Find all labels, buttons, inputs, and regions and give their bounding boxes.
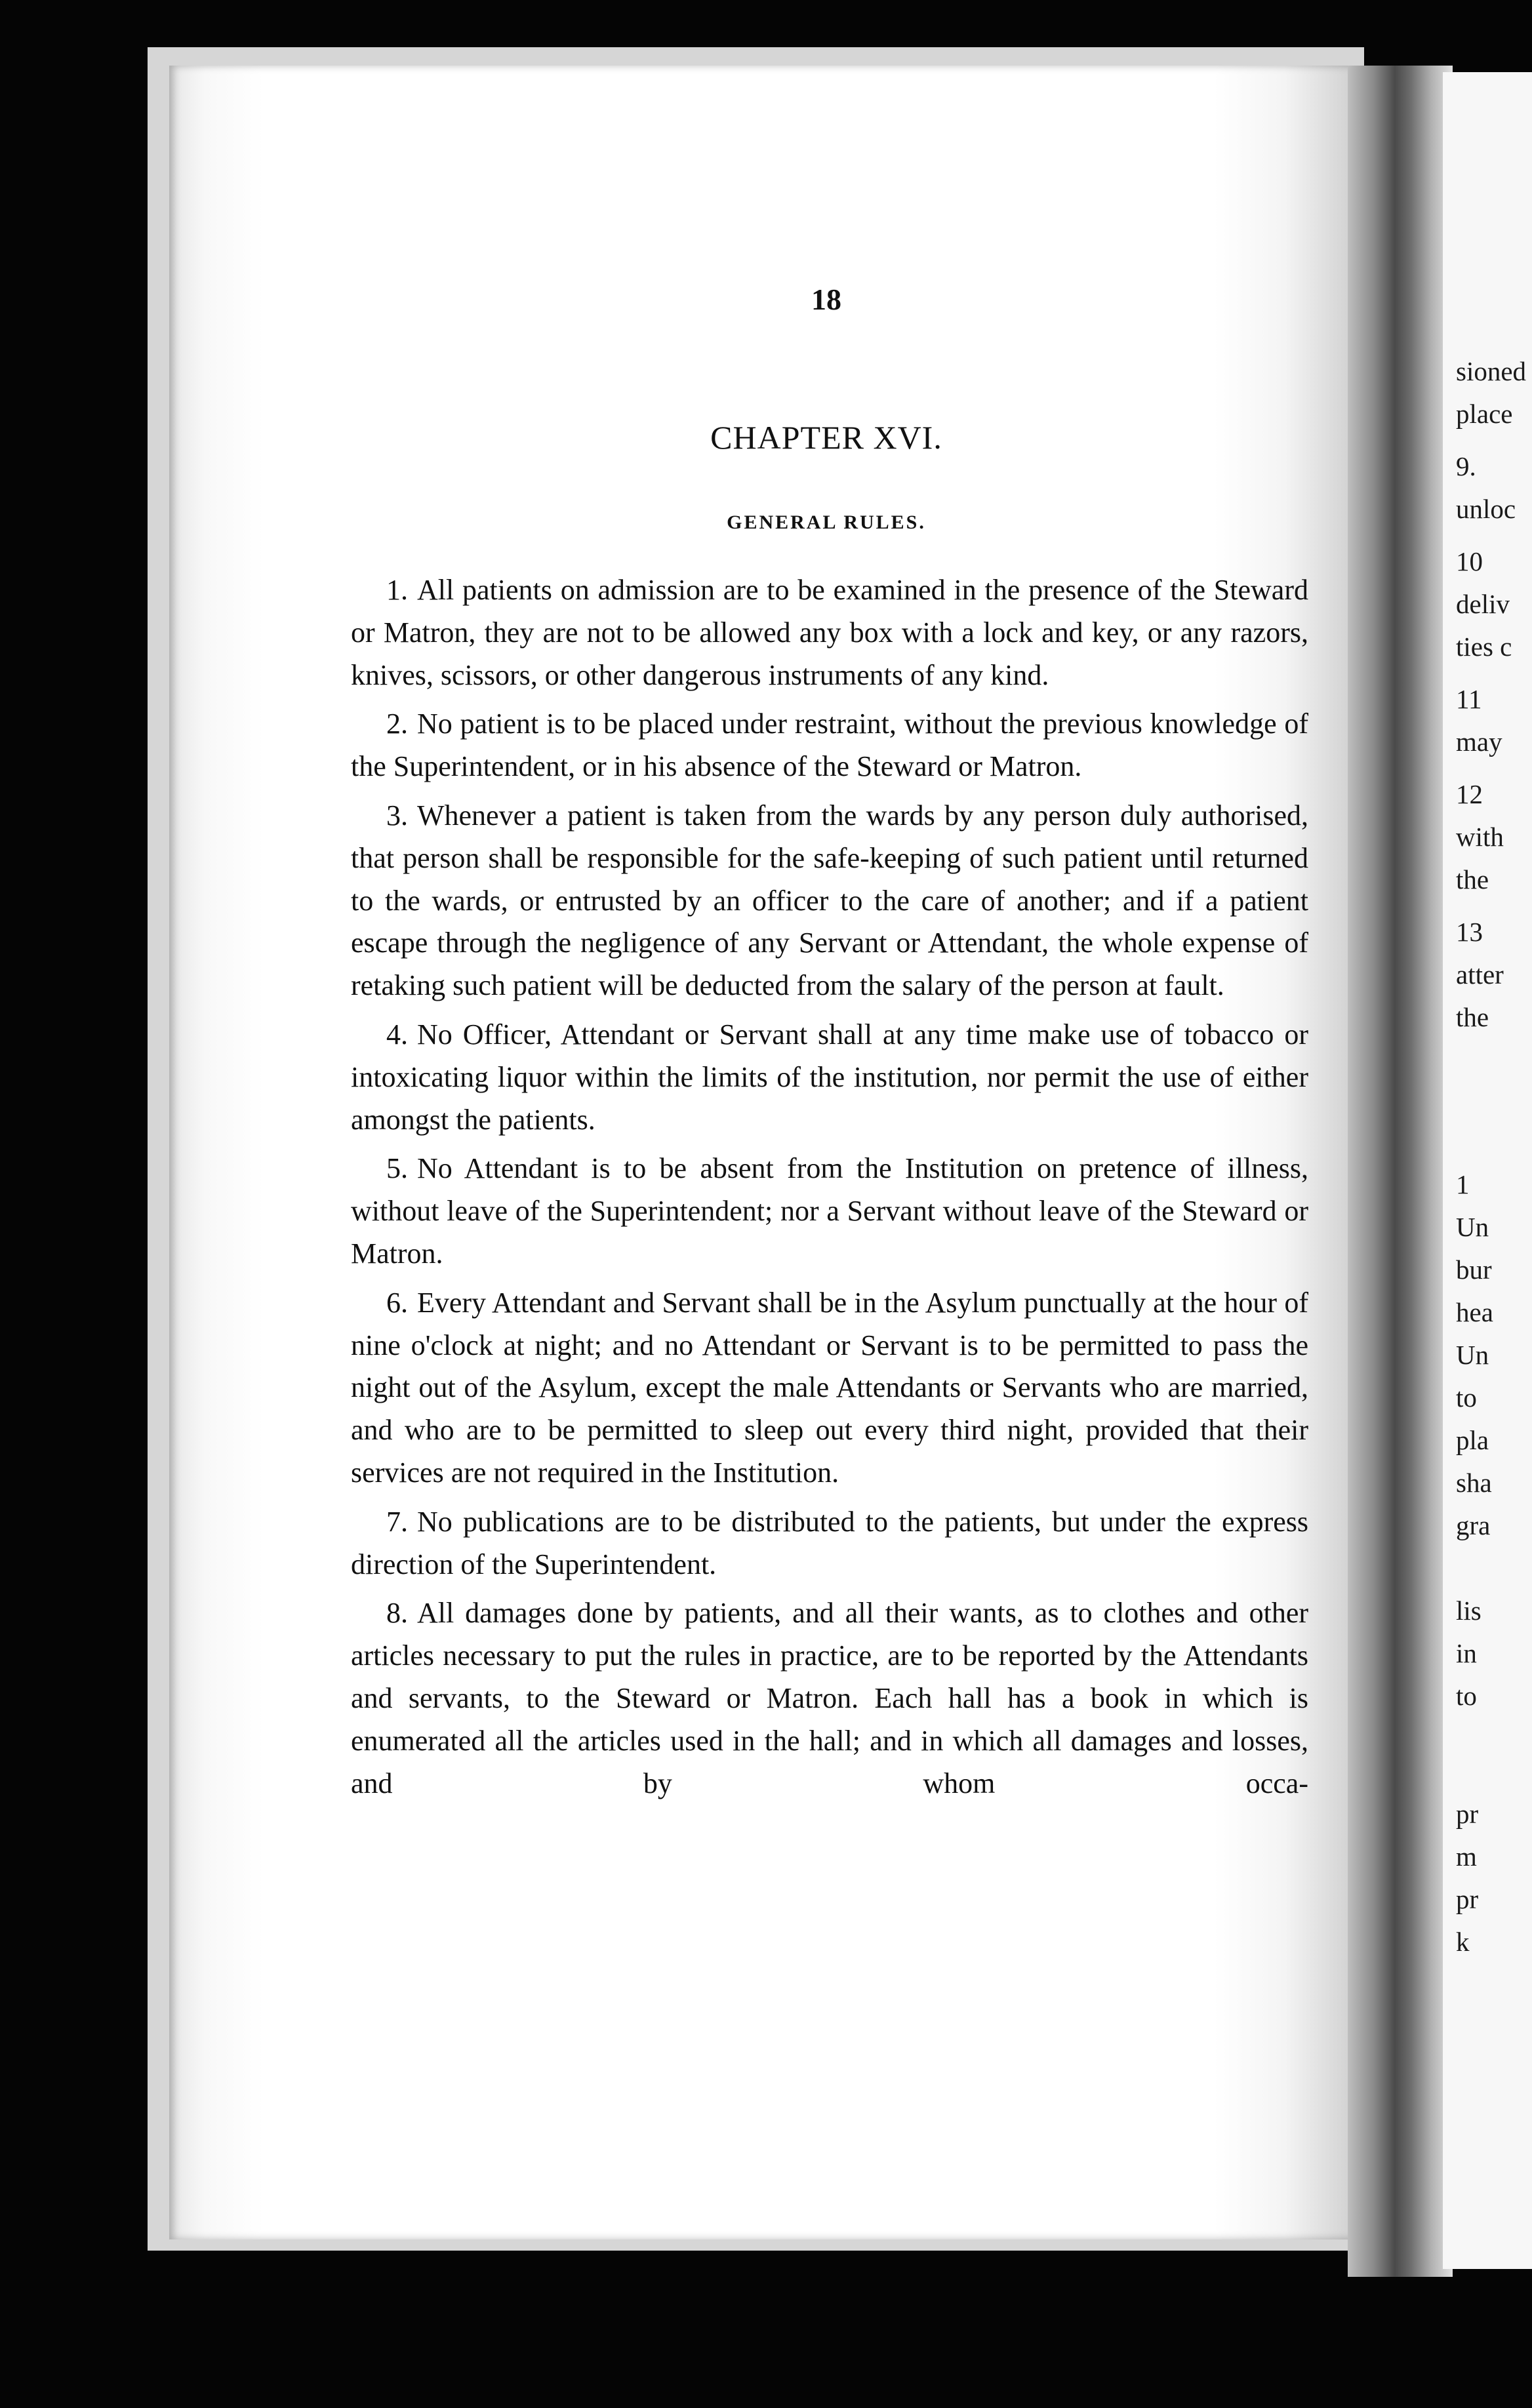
next-page-text: Un [1456,1340,1489,1370]
rules-list [351,569,1308,1811]
next-page-text: atter [1456,959,1504,990]
rule-text: No Attendant is to be absent from the Institution on pretence of illness, without leave of the Superintendent; nor a Servant without leave of the Steward or Matron. [351,1152,1308,1270]
rule-item [351,1014,1308,1141]
next-page-text: lis [1456,1595,1482,1626]
next-page-text: with [1456,822,1504,852]
next-page-text: pr [1456,1884,1479,1914]
rule-item [351,1501,1308,1586]
rule-number: 3. [386,799,408,832]
next-page-text: 10 [1456,546,1483,576]
next-page-text: pla [1456,1425,1489,1455]
next-page-text: to [1456,1681,1477,1711]
rule-number: 6. [386,1286,408,1319]
next-page-text: m [1456,1841,1477,1872]
next-page-text: to [1456,1382,1477,1413]
rule-text: No Officer, Attendant or Servant shall at any time make use of tobacco or intoxicating liquor within the limits of the institution, nor permit the use of either amongst the patients. [351,1018,1308,1136]
next-page-text: hea [1456,1297,1493,1327]
rule-text: No publications are to be distributed to the patients, but under the express direction of the Superintendent. [351,1505,1308,1580]
next-page-text: k [1456,1927,1470,1957]
next-page-text: sioned [1456,356,1527,386]
rule-item [351,569,1308,696]
book-gutter [1348,66,1453,2277]
rule-number: 7. [386,1505,408,1538]
next-page-text: sha [1456,1468,1492,1498]
rule-item [351,795,1308,1007]
rule-number: 5. [386,1152,408,1185]
next-page-text: pr [1456,1799,1479,1829]
chapter-title: CHAPTER XVI. [710,419,942,456]
page-number: 18 [811,283,841,316]
rule-text: All damages done by patients, and all their wants, as to clothes and other articles necessary to put the rules in practice, are to be reported by the Attendants and servants, to the Steward or Matron. Each hall has a book in which is enumerated all the articles used in the hall; and in which all damages and losses, and by whom occa- [351,1597,1308,1799]
rule-item [351,1282,1308,1495]
rule-text: No patient is to be placed under restraint, without the previous knowledge of the Superintendent, or in his absence of the Steward or Matron. [351,708,1308,783]
next-page-text: unloc [1456,494,1516,524]
rule-number: 2. [386,708,408,740]
rule-number: 4. [386,1018,408,1051]
next-page-text: deliv [1456,589,1510,619]
rule-item [351,1592,1308,1805]
next-page-text: Un [1456,1212,1489,1242]
next-page-text: the [1456,1002,1489,1032]
section-title: GENERAL RULES. [727,512,926,533]
next-page-text: 11 [1456,684,1482,714]
next-page-text: 9. [1456,451,1476,481]
next-page-text: in [1456,1638,1477,1668]
next-page-text: bur [1456,1254,1492,1285]
next-page-text: 12 [1456,779,1483,809]
next-page-text: the [1456,864,1489,894]
rule-item [351,1148,1308,1275]
rule-item [351,703,1308,788]
next-page-text: 13 [1456,917,1483,947]
next-page-text: gra [1456,1510,1491,1540]
rule-text: All patients on admission are to be examined in the presence of the Steward or Matron, they are not to be allowed any box with a lock and key, or any razors, knives, scissors, or other dangerous instruments of any kind. [351,574,1308,691]
right-page-fragment [1443,72,1532,2269]
rule-number: 1. [386,574,408,606]
next-page-text: place [1456,399,1513,429]
next-page-text: may [1456,727,1502,757]
rule-number: 8. [386,1597,408,1630]
rule-text: Whenever a patient is taken from the wards by any person duly authorised, that person shall be responsible for the safe-keeping of such patient until returned to the wards, or entrusted by an officer to the care of another; and if a patient escape through the negligence of any Servant or Attendant, the whole expense of retaking such patient will be deducted from the salary of the person at fault. [351,799,1308,1002]
next-page-text: 1 [1456,1169,1470,1199]
rule-text: Every Attendant and Servant shall be in the Asylum punctually at the hour of nine o'clock at night; and no Attendant or Servant is to be permitted to pass the night out of the Asylum, except the male Attendants or Servants who are married, and who are to be permitted to sleep out every third night, provided that their services are not required in the Institution. [351,1286,1308,1489]
next-page-text: ties c [1456,632,1512,662]
